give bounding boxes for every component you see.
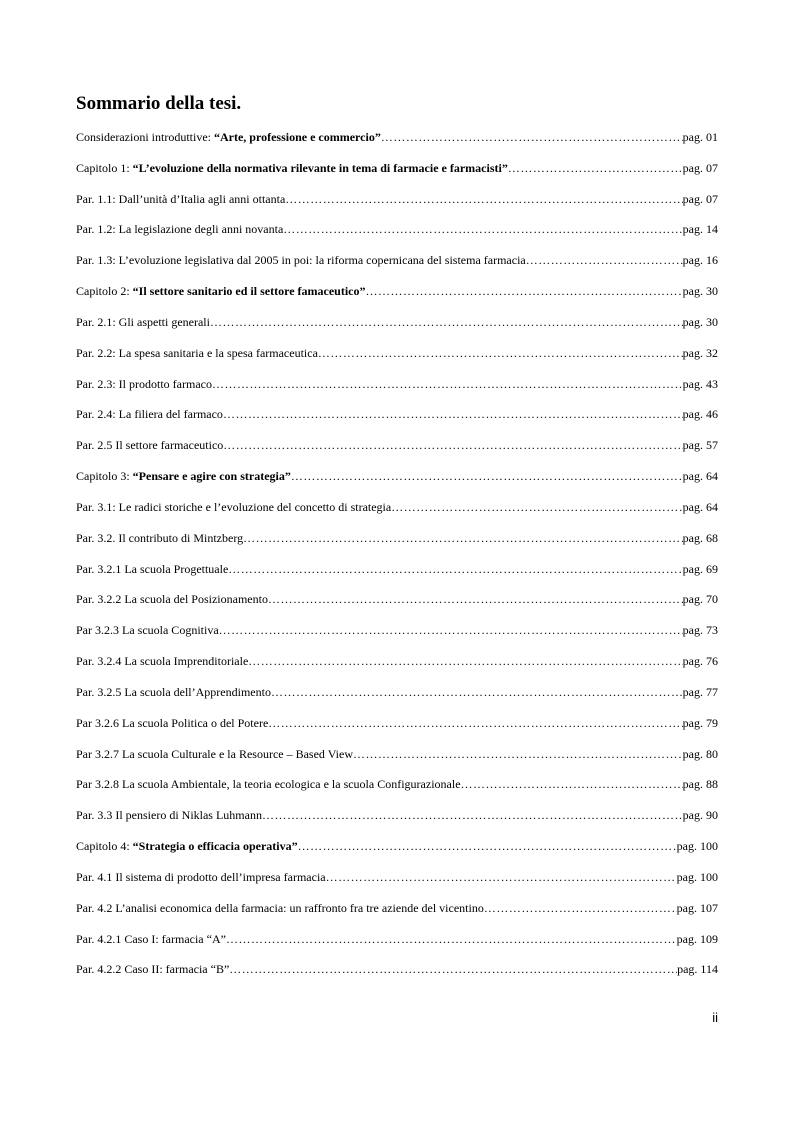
toc-entry <box>76 253 718 284</box>
toc-leader-dots <box>283 222 682 236</box>
toc-entry <box>76 346 718 377</box>
toc-entry <box>76 531 718 562</box>
toc-entry-page: pag. 90 <box>682 808 718 823</box>
toc-entry-page: pag. 30 <box>682 284 718 299</box>
toc-entry-prefix: Par. 3.2.1 La scuola Progettuale <box>76 561 229 576</box>
toc-entry-page: pag. 01 <box>682 130 718 144</box>
toc-entry-page: pag. 73 <box>682 623 718 638</box>
toc-entry <box>76 870 718 901</box>
toc-entry-prefix: Par. 2.1: Gli aspetti generali <box>76 314 210 329</box>
toc-entry <box>76 623 718 654</box>
toc-entry-prefix: Considerazioni introduttive: <box>76 130 214 144</box>
toc-entry-page: pag. 16 <box>682 253 718 268</box>
toc-entry <box>76 377 718 408</box>
toc-leader-dots <box>210 315 683 329</box>
toc-leader-dots <box>484 901 677 915</box>
toc-entry-prefix: Par. 2.3: Il prodotto farmaco <box>76 376 212 391</box>
toc-entry <box>76 777 718 808</box>
toc-entry-label <box>76 192 285 206</box>
page-number: ii <box>712 1010 718 1025</box>
toc-entry-page: pag. 64 <box>682 469 718 484</box>
toc-leader-dots <box>326 870 677 884</box>
toc-entry-prefix: Par. 4.2 L’analisi economica della farmacia: un raffronto fra tre aziende del vicentino <box>76 900 484 915</box>
toc-leader-dots <box>353 747 683 761</box>
toc-entry-page: pag. 100 <box>676 839 718 854</box>
toc-entry-label <box>76 469 291 483</box>
toc-entry-label <box>76 962 229 976</box>
toc-entry-label <box>76 315 210 329</box>
toc-entry-prefix: Par. 2.4: La filiera del farmaco <box>76 407 223 422</box>
toc-entry-label <box>76 839 298 853</box>
toc-entry <box>76 716 718 747</box>
toc-leader-dots <box>526 253 683 267</box>
toc-leader-dots <box>508 161 683 175</box>
toc-entry <box>76 962 718 993</box>
toc-entry-label <box>76 870 326 884</box>
toc-entry-page: pag. 32 <box>682 345 718 360</box>
toc-entry <box>76 438 718 469</box>
toc-entry-label <box>76 901 484 915</box>
toc-entry-page: pag. 30 <box>682 314 718 329</box>
toc-entry-label <box>76 500 391 514</box>
toc-entry-page: pag. 80 <box>682 746 718 761</box>
toc-leader-dots <box>262 808 683 822</box>
toc-entry-prefix: Par. 1.1: Dall’unità d’Italia agli anni ottanta <box>76 191 286 206</box>
toc-entry-page: pag. 76 <box>682 654 718 669</box>
toc-entry-prefix: Capitolo 2: <box>76 284 133 299</box>
toc-entry <box>76 685 718 716</box>
toc-entry-prefix: Par. 1.3: L’evoluzione legislativa dal 2005 in poi: la riforma copernicana del sistema farmacia <box>76 253 526 268</box>
toc-entry-label <box>76 747 353 761</box>
toc-leader-dots <box>271 685 683 699</box>
toc-entry-page: pag. 07 <box>682 160 718 175</box>
toc-entry-prefix: Par 3.2.7 La scuola Culturale e la Resource – Based View <box>76 746 353 761</box>
toc-entry-page: pag. 46 <box>682 407 718 422</box>
toc-leader-dots <box>228 562 682 576</box>
toc-entry-page: pag. 43 <box>682 376 718 391</box>
toc-entry <box>76 284 718 315</box>
toc-entry-label <box>76 377 212 391</box>
toc-entry-label <box>76 438 223 452</box>
toc-entry-label <box>76 130 381 144</box>
toc-entry <box>76 747 718 778</box>
toc-entry <box>76 192 718 223</box>
toc-entry <box>76 407 718 438</box>
toc-leader-dots <box>219 623 683 637</box>
toc-entry-label <box>76 284 366 298</box>
toc-leader-dots <box>298 839 677 853</box>
toc-entry-title: “Strategia o efficacia operativa” <box>132 839 298 854</box>
toc-leader-dots <box>318 346 683 360</box>
toc-entry-label <box>76 623 219 637</box>
toc-entry-page: pag. 57 <box>682 438 718 453</box>
toc-entry-page: pag. 69 <box>682 561 718 576</box>
toc-entry-label <box>76 654 248 668</box>
toc-entry-prefix: Capitolo 4: <box>76 839 133 854</box>
toc-entry-prefix: Capitolo 1: <box>76 160 133 175</box>
toc-entry-page: pag. 68 <box>682 530 718 545</box>
toc-leader-dots <box>391 500 682 514</box>
toc-entry-label <box>76 562 228 576</box>
toc-entry-label <box>76 253 526 267</box>
toc-entry-label <box>76 932 226 946</box>
toc-entry-page: pag. 107 <box>676 900 718 915</box>
toc-entry-label <box>76 716 268 730</box>
toc-entry <box>76 839 718 870</box>
toc-entry-label <box>76 346 318 360</box>
toc-leader-dots <box>223 407 683 421</box>
toc-entry-label <box>76 407 223 421</box>
toc-entry-prefix: Par. 3.2. Il contributo di Mintzberg <box>76 530 244 545</box>
toc-entry-label <box>76 222 283 236</box>
toc-entry-title: “Il settore sanitario ed il settore famaceutico” <box>132 284 366 299</box>
toc-entry-label <box>76 531 243 545</box>
toc-leader-dots <box>268 716 682 730</box>
toc-entry-title: “L’evoluzione della normativa rilevante in tema di farmacie e farmacisti” <box>132 160 508 175</box>
toc-entry-prefix: Par. 3.2.2 La scuola del Posizionamento <box>76 592 268 607</box>
table-of-contents <box>76 130 718 993</box>
toc-entry-page: pag. 70 <box>682 592 718 607</box>
toc-leader-dots <box>291 469 683 483</box>
toc-entry-page: pag. 100 <box>676 869 718 884</box>
toc-entry <box>76 808 718 839</box>
toc-entry-page: pag. 77 <box>682 684 718 699</box>
toc-leader-dots <box>223 438 682 452</box>
toc-entry-prefix: Par. 4.2.2 Caso II: farmacia “B” <box>76 962 230 977</box>
toc-entry-page: pag. 79 <box>682 715 718 730</box>
toc-leader-dots <box>461 777 683 791</box>
toc-entry <box>76 932 718 963</box>
toc-entry <box>76 592 718 623</box>
toc-entry <box>76 161 718 192</box>
toc-leader-dots <box>285 192 682 206</box>
toc-entry-label <box>76 592 268 606</box>
toc-entry-prefix: Par 3.2.6 La scuola Politica o del Potere <box>76 715 269 730</box>
toc-entry <box>76 562 718 593</box>
toc-leader-dots <box>226 932 677 946</box>
toc-entry-prefix: Par. 3.2.4 La scuola Imprenditoriale <box>76 654 249 669</box>
toc-entry-page: pag. 88 <box>682 777 718 792</box>
toc-entry-page: pag. 07 <box>682 191 718 206</box>
toc-entry-prefix: Par. 4.1 Il sistema di prodotto dell’impresa farmacia <box>76 869 326 884</box>
toc-entry <box>76 222 718 253</box>
toc-entry-label <box>76 777 461 791</box>
toc-entry-page: pag. 14 <box>682 222 718 237</box>
toc-leader-dots <box>243 531 683 545</box>
toc-entry <box>76 130 718 161</box>
toc-entry-prefix: Par. 1.2: La legislazione degli anni novanta <box>76 222 284 237</box>
toc-entry-label <box>76 161 508 175</box>
toc-entry-prefix: Par. 3.1: Le radici storiche e l’evoluzione del concetto di strategia <box>76 499 392 514</box>
toc-leader-dots <box>268 592 683 606</box>
toc-leader-dots <box>381 130 683 144</box>
toc-entry-label <box>76 808 262 822</box>
toc-entry-page: pag. 109 <box>676 931 718 946</box>
toc-entry-title: “Arte, professione e commercio” <box>213 130 381 144</box>
toc-entry-prefix: Par. 4.2.1 Caso I: farmacia “A” <box>76 931 226 946</box>
toc-entry-prefix: Capitolo 3: <box>76 469 133 484</box>
toc-leader-dots <box>229 962 677 976</box>
toc-entry-prefix: Par. 3.2.5 La scuola dell’Apprendimento <box>76 684 271 699</box>
toc-entry <box>76 654 718 685</box>
toc-leader-dots <box>212 377 683 391</box>
toc-entry-prefix: Par. 2.2: La spesa sanitaria e la spesa farmaceutica <box>76 345 318 360</box>
toc-entry-title: “Pensare e agire con strategia” <box>132 469 291 484</box>
toc-entry-label <box>76 685 271 699</box>
toc-entry <box>76 500 718 531</box>
toc-leader-dots <box>366 284 683 298</box>
page-title: Sommario della tesi. <box>76 93 242 114</box>
toc-entry-prefix: Par 3.2.8 La scuola Ambientale, la teoria ecologica e la scuola Configurazionale <box>76 777 461 792</box>
toc-entry-prefix: Par. 3.3 Il pensiero di Niklas Luhmann <box>76 808 262 823</box>
toc-entry <box>76 315 718 346</box>
toc-entry-prefix: Par 3.2.3 La scuola Cognitiva <box>76 623 219 638</box>
toc-entry <box>76 901 718 932</box>
toc-leader-dots <box>248 654 682 668</box>
toc-entry-page: pag. 114 <box>677 962 718 977</box>
toc-entry <box>76 469 718 500</box>
toc-entry-page: pag. 64 <box>682 499 718 514</box>
toc-entry-prefix: Par. 2.5 Il settore farmaceutico <box>76 438 224 453</box>
